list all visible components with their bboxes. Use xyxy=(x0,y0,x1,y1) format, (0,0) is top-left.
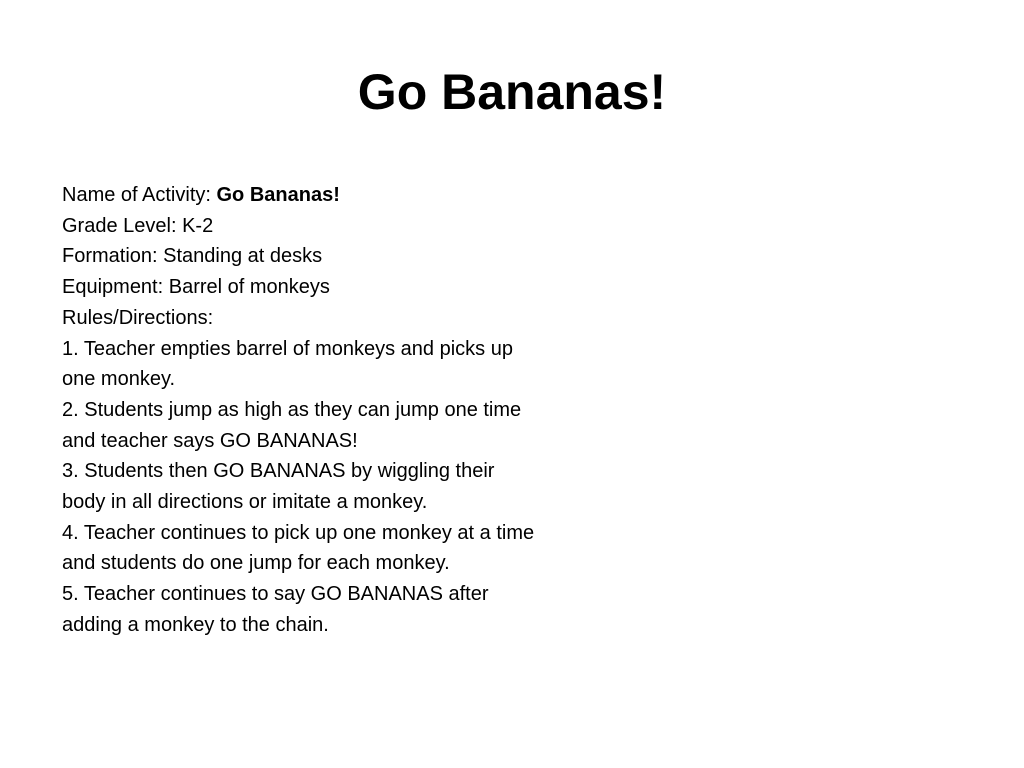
activity-name: Go Bananas! xyxy=(216,184,340,206)
rule-5-line-2: adding a monkey to the chain. xyxy=(62,613,329,636)
rule-4-line-2: and students do one jump for each monkey. xyxy=(62,552,450,575)
equipment-line: Equipment: Barrel of monkeys xyxy=(62,276,330,299)
rule-5-line-1: 5. Teacher continues to say GO BANANAS after xyxy=(62,583,489,606)
rule-4-line-1: 4. Teacher continues to pick up one monkey at a time xyxy=(62,521,535,544)
rules-heading: Rules/Directions: xyxy=(62,306,214,329)
rule-2-line-1: 2. Students jump as high as they can jump one time xyxy=(62,398,522,421)
grade-level-line: Grade Level: K-2 xyxy=(62,214,214,237)
activity-name-line xyxy=(62,180,662,211)
slide-body xyxy=(62,180,662,641)
slide-title: Go Bananas! xyxy=(357,64,667,120)
rule-2-line-2: and teacher says GO BANANAS! xyxy=(62,429,358,452)
rule-3-line-1: 3. Students then GO BANANAS by wiggling their xyxy=(62,460,495,483)
rule-3-line-2: body in all directions or imitate a monkey. xyxy=(62,491,428,514)
formation-line: Formation: Standing at desks xyxy=(62,245,323,268)
activity-label: Name of Activity: xyxy=(62,184,217,206)
rule-1-line-1: 1. Teacher empties barrel of monkeys and picks up xyxy=(62,337,513,360)
rule-1-line-2: one monkey. xyxy=(62,368,176,391)
